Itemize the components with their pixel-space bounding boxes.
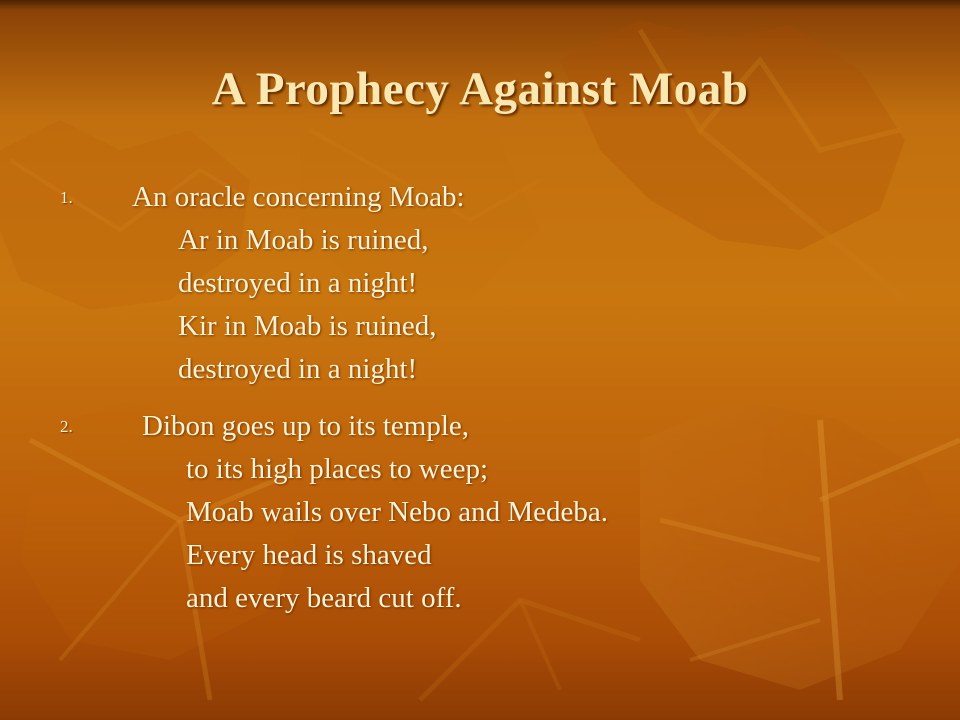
paragraph-1-line-1: An oracle concerning Moab: <box>132 181 465 213</box>
paragraph-2-lines <box>132 405 932 620</box>
paragraph-1 <box>52 176 932 391</box>
paragraph-1-number: 1. <box>60 188 73 207</box>
paragraph-1-line-5: destroyed in a night! <box>178 353 418 385</box>
slide-title: A Prophecy Against Moab <box>211 63 749 115</box>
paragraph-1-line-4: Kir in Moab is ruined, <box>178 310 437 342</box>
paragraph-2-number: 2. <box>60 417 73 436</box>
paragraph-2-line-4: Every head is shaved <box>186 539 432 571</box>
paragraph-1-lines <box>132 176 932 391</box>
paragraph-2-line-1: Dibon goes up to its temple, <box>142 410 470 442</box>
paragraph-2-line-3: Moab wails over Nebo and Medeba. <box>186 496 608 528</box>
paragraph-2-line-5: and every beard cut off. <box>186 582 462 614</box>
paragraph-1-line-2: Ar in Moab is ruined, <box>178 224 429 256</box>
slide-body <box>52 176 932 634</box>
paragraph-2 <box>52 405 932 620</box>
paragraph-2-line-2: to its high places to weep; <box>186 453 489 485</box>
paragraph-1-line-3: destroyed in a night! <box>178 267 418 299</box>
